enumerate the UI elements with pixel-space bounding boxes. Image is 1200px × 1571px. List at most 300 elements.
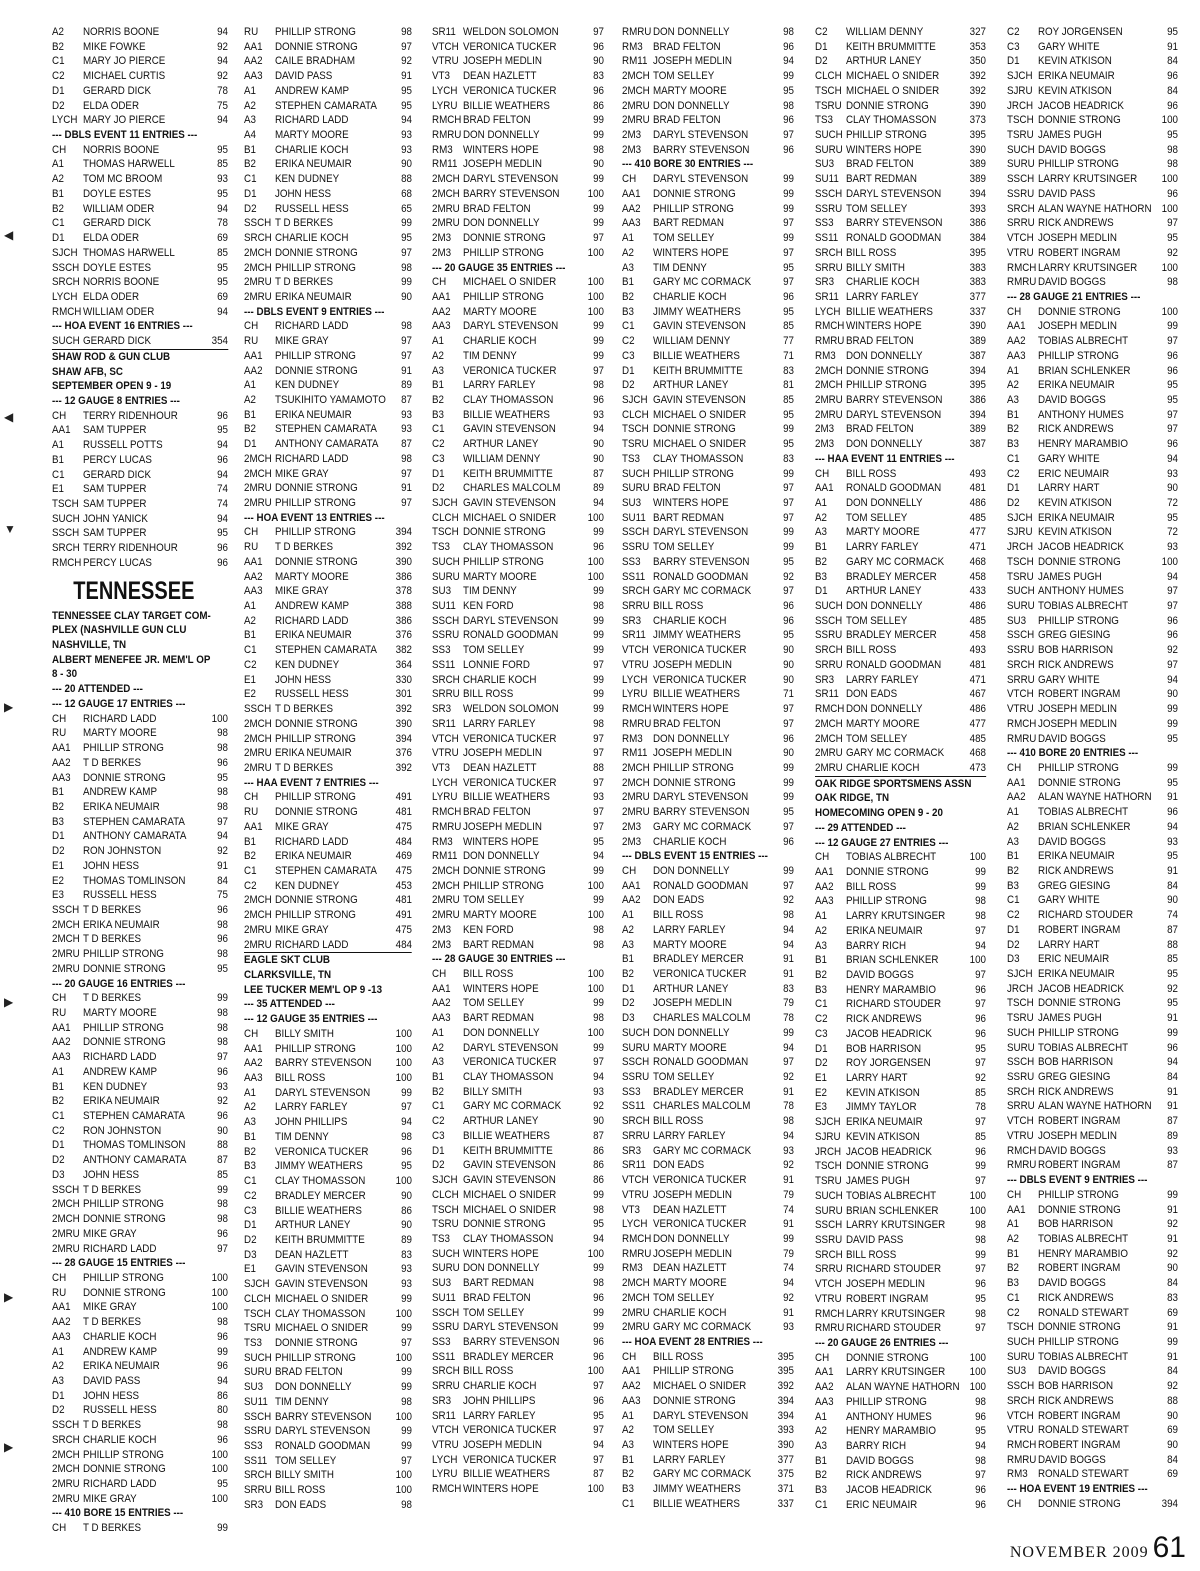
score: 93	[593, 791, 604, 804]
class-code: AA2	[622, 894, 641, 907]
class-code: D2	[432, 1159, 445, 1172]
score: 72	[1167, 526, 1178, 539]
result-row	[1007, 1070, 1178, 1085]
result-row	[432, 1232, 604, 1247]
shooter-name: CHARLIE KOCH	[652, 290, 727, 303]
score: 386	[395, 570, 412, 583]
class-code: AA1	[244, 820, 263, 833]
shooter-name: RICHARD STOUDER	[845, 998, 942, 1011]
class-code: SRCH	[244, 232, 272, 245]
class-code: 2MRU	[52, 962, 80, 975]
result-row	[432, 1320, 604, 1335]
score: 93	[401, 143, 412, 156]
score: 389	[969, 335, 986, 348]
class-code: SRCH	[815, 644, 843, 657]
score: 98	[217, 742, 228, 755]
score: 94	[1167, 820, 1178, 833]
result-row	[244, 1410, 412, 1425]
score: 97	[401, 1336, 412, 1349]
class-code: B1	[815, 954, 827, 967]
class-code: SUCH	[1007, 1026, 1035, 1039]
shooter-name: MICHAEL O SNIDER	[845, 70, 940, 83]
score: 97	[593, 732, 604, 745]
class-code: CH	[52, 1522, 67, 1535]
shooter-name: DAVID BOGGS	[845, 1454, 914, 1467]
class-code: CH	[815, 851, 830, 864]
class-code: AA3	[244, 1072, 263, 1085]
shooter-name: KEN DUDNEY	[82, 1080, 148, 1093]
score: 91	[783, 1218, 794, 1231]
shooter-name: SAM TUPPER	[82, 483, 147, 496]
result-row	[1007, 54, 1178, 69]
score: 94	[593, 850, 604, 863]
shooter-name: RICHARD LADD	[274, 452, 349, 465]
class-code: A3	[52, 1374, 64, 1387]
class-code: AA3	[244, 585, 263, 598]
score: 97	[975, 998, 986, 1011]
result-row	[622, 1261, 794, 1276]
score: 394	[777, 1394, 794, 1407]
class-code: LYRU	[622, 688, 648, 701]
result-row	[622, 128, 794, 143]
result-row	[815, 746, 986, 761]
result-row	[52, 512, 228, 527]
shooter-name: DON DONNELLY	[652, 1232, 730, 1245]
shooter-name: ARTHUR LANEY	[274, 1219, 351, 1232]
class-code: C3	[1007, 40, 1020, 53]
shooter-name: CHARLIE KOCH	[652, 835, 727, 848]
section-heading: --- 20 GAUGE 16 ENTRIES ---	[52, 977, 186, 990]
result-row	[432, 643, 604, 658]
score: 89	[1167, 1129, 1178, 1142]
result-row	[815, 953, 986, 968]
class-code: JRCH	[1007, 99, 1034, 112]
score: 89	[401, 1233, 412, 1246]
shooter-name: DON DONNELLY	[845, 703, 923, 716]
score: 90	[593, 55, 604, 68]
shooter-name: ROBERT INGRAM	[1037, 1439, 1121, 1451]
shooter-name: ERIKA NEUMAIR	[82, 1360, 160, 1373]
shooter-name: BRAD FELTON	[652, 114, 721, 127]
shooter-name: MICHAEL O SNIDER	[652, 1380, 747, 1393]
result-row	[815, 1380, 986, 1395]
shooter-name: T D BERKES	[274, 703, 334, 716]
result-row	[244, 1086, 412, 1101]
class-code: LYRU	[432, 99, 458, 112]
result-row	[1007, 113, 1178, 128]
result-row	[52, 844, 228, 859]
shooter-name: PHILLIP STRONG	[274, 349, 356, 362]
score: 69	[217, 290, 228, 303]
class-code: 2MRU	[622, 114, 650, 127]
class-code: SSCH	[1007, 1380, 1035, 1393]
score: 90	[1167, 688, 1178, 701]
class-code: AA3	[432, 1012, 451, 1025]
class-code: E3	[815, 1101, 827, 1114]
class-code: AA3	[52, 771, 71, 784]
shooter-name: KEITH BRUMMITTE	[652, 364, 743, 377]
result-row	[1007, 319, 1178, 334]
shooter-name: JOSEPH MEDLIN	[462, 820, 542, 833]
result-row	[52, 275, 228, 290]
shooter-name: LARRY KRUTSINGER	[845, 1219, 946, 1232]
class-code: SJCH	[1007, 70, 1033, 83]
shooter-name: MARTY MOORE	[652, 1277, 727, 1290]
shooter-name: BILL ROSS	[652, 909, 704, 922]
score: 91	[1167, 1203, 1178, 1216]
shooter-name: DONNIE STRONG	[462, 526, 546, 539]
shooter-name: ALAN WAYNE HATHORN	[1037, 791, 1152, 804]
score: 75	[217, 889, 228, 902]
result-row	[52, 1050, 228, 1065]
section-heading: NASHVILLE, TN	[52, 639, 127, 652]
shooter-name: BILL ROSS	[845, 1248, 897, 1261]
result-row	[1007, 261, 1178, 276]
result-row	[1007, 717, 1178, 732]
shooter-name: BILLIE WEATHERS	[652, 688, 740, 701]
class-code: RMCH	[1007, 1144, 1037, 1157]
score: 69	[1167, 1424, 1178, 1437]
result-row	[244, 687, 412, 702]
class-code: A2	[244, 614, 256, 627]
shooter-name: TOBIAS ALBRECHT	[1037, 600, 1129, 613]
result-row	[1007, 1423, 1178, 1438]
score: 93	[1167, 541, 1178, 554]
class-code: 2MRU	[52, 1227, 80, 1240]
score: 95	[975, 1425, 986, 1438]
shooter-name: LARRY KRUTSINGER	[845, 910, 946, 923]
score: 87	[217, 1154, 228, 1167]
class-code: RMCH	[432, 114, 462, 127]
shooter-name: CAILE BRADHAM	[274, 55, 355, 68]
score: 99	[783, 173, 794, 186]
class-code: SSRU	[815, 1233, 843, 1246]
result-row	[52, 468, 228, 483]
score: 93	[217, 1080, 228, 1093]
class-code: 2MCH	[244, 894, 272, 907]
result-row	[244, 673, 412, 688]
score: 100	[587, 305, 604, 318]
score: 95	[1167, 850, 1178, 863]
result-row	[244, 408, 412, 423]
class-code: D1	[244, 438, 257, 451]
score: 98	[217, 1021, 228, 1034]
class-code: 2MRU	[244, 761, 272, 774]
class-code: RU	[52, 1286, 67, 1299]
result-row	[244, 25, 412, 40]
score: 97	[593, 26, 604, 38]
shooter-name: PHILLIP STRONG	[652, 202, 734, 215]
score: 377	[777, 1453, 794, 1466]
score: 94	[217, 114, 228, 127]
class-code: SU3	[244, 1381, 264, 1394]
result-row	[815, 290, 986, 305]
shooter-name: ROBERT INGRAM	[1037, 688, 1121, 701]
shooter-name: ERIKA NEUMAIR	[274, 747, 352, 760]
result-row	[244, 452, 412, 467]
result-row	[815, 599, 986, 614]
shooter-name: JOSEPH MEDLIN	[652, 997, 732, 1010]
shooter-name: ERIKA NEUMAIR	[82, 1095, 160, 1108]
result-row	[432, 1482, 604, 1497]
result-row	[1007, 25, 1178, 40]
result-row	[1007, 1011, 1178, 1026]
results-column	[1007, 25, 1178, 1512]
section-heading: --- 20 GAUGE 35 ENTRIES ---	[432, 261, 566, 274]
result-row	[622, 1320, 794, 1335]
result-row	[622, 702, 794, 717]
result-row	[432, 658, 604, 673]
result-row	[815, 99, 986, 114]
class-code: A2	[622, 923, 634, 936]
result-row	[815, 1292, 986, 1307]
shooter-name: GARY MC CORMACK	[652, 1468, 752, 1481]
score: 87	[593, 1468, 604, 1481]
shooter-name: MARTY MOORE	[462, 909, 537, 922]
class-code: A1	[52, 158, 64, 171]
score: 85	[1167, 953, 1178, 966]
shooter-name: WILLIAM DENNY	[845, 26, 924, 38]
class-code: C1	[52, 468, 65, 481]
shooter-name: PHILLIP STRONG	[274, 791, 356, 804]
class-code: SJRU	[1007, 526, 1033, 539]
result-row	[1007, 864, 1178, 879]
result-row	[622, 1129, 794, 1144]
result-row	[432, 128, 604, 143]
class-code: B2	[52, 1095, 64, 1108]
shooter-name: ERIKA NEUMAIR	[845, 1116, 923, 1129]
class-code: SRCH	[815, 246, 843, 259]
result-row	[52, 1418, 228, 1433]
score: 74	[217, 483, 228, 496]
result-row	[244, 908, 412, 923]
result-row	[1007, 422, 1178, 437]
score: 98	[217, 1213, 228, 1226]
score: 99	[593, 349, 604, 362]
shooter-name: PHILLIP STRONG	[274, 1351, 356, 1364]
class-code: SSRU	[244, 1425, 272, 1438]
score: 384	[969, 232, 986, 245]
score: 92	[593, 1100, 604, 1113]
shooter-name: WINTERS HOPE	[652, 497, 729, 509]
class-code: SUCH	[244, 1351, 272, 1364]
score: 83	[401, 1248, 412, 1261]
result-row	[52, 1242, 228, 1257]
shooter-name: KEN DUDNEY	[274, 173, 340, 186]
shooter-name: BILLY SMITH	[274, 1469, 334, 1482]
class-code: C2	[622, 335, 635, 348]
result-row	[622, 1276, 794, 1291]
shooter-name: CLAY THOMASSON	[462, 541, 554, 554]
shooter-name: JOSEPH MEDLIN	[1037, 703, 1117, 716]
result-row	[432, 1364, 604, 1379]
result-row	[432, 1099, 604, 1114]
class-code: SU3	[432, 585, 452, 598]
score: 394	[777, 1409, 794, 1422]
shooter-name: THOMAS TOMLINSON	[82, 874, 186, 887]
result-row	[815, 1145, 986, 1160]
score: 95	[783, 629, 794, 642]
class-code: AA2	[622, 202, 641, 215]
shooter-name: ANDREW KAMP	[274, 84, 349, 97]
shooter-name: ANDREW KAMP	[82, 1065, 157, 1078]
score: 100	[587, 511, 604, 524]
result-row	[622, 599, 794, 614]
class-code: RU	[52, 1007, 67, 1019]
shooter-name: WILLIAM DENNY	[462, 452, 541, 465]
class-code: LYCH	[622, 673, 648, 686]
score: 95	[217, 261, 228, 274]
class-code: D1	[622, 364, 635, 377]
class-code: VTCH	[1007, 1115, 1034, 1128]
shooter-name: ALAN WAYNE HATHORN	[845, 1381, 960, 1394]
class-code: A3	[244, 1116, 256, 1129]
score: 100	[395, 1072, 412, 1085]
shooter-name: STEPHEN CAMARATA	[274, 864, 377, 877]
shooter-name: KEVIN ATKISON	[1037, 497, 1112, 509]
result-row	[1007, 820, 1178, 835]
class-code: 2MCH	[244, 261, 272, 274]
score: 387	[969, 349, 986, 362]
result-row	[622, 658, 794, 673]
score: 93	[783, 1321, 794, 1334]
class-code: AA3	[1007, 349, 1026, 362]
class-code: D1	[815, 40, 828, 53]
class-code: D1	[622, 982, 635, 995]
shooter-name: JACOB HEADRICK	[845, 1145, 932, 1158]
score: 91	[783, 1174, 794, 1187]
score: 99	[593, 864, 604, 877]
result-row	[432, 732, 604, 747]
shooter-name: HENRY MARAMBIO	[845, 983, 936, 996]
class-code: B2	[244, 423, 256, 436]
score: 95	[1167, 997, 1178, 1010]
score: 78	[217, 217, 228, 230]
class-code: 2MRU	[52, 1492, 80, 1505]
result-row	[622, 1364, 794, 1379]
score: 458	[969, 570, 986, 583]
result-row	[432, 231, 604, 246]
shooter-name: PHILLIP STRONG	[1037, 1026, 1119, 1039]
score: 100	[587, 909, 604, 922]
shooter-name: DARYL STEVENSON	[845, 408, 942, 421]
class-code: D2	[52, 1154, 65, 1167]
shooter-name: DON DONNELLY	[845, 600, 923, 613]
result-row	[1007, 84, 1178, 99]
class-code: A1	[1007, 806, 1019, 819]
score: 97	[975, 1116, 986, 1129]
class-code: CH	[52, 712, 67, 725]
score: 99	[217, 992, 228, 1005]
score: 97	[783, 497, 794, 509]
result-row	[52, 1300, 228, 1315]
score: 99	[783, 467, 794, 480]
result-row	[815, 1307, 986, 1322]
score: 98	[401, 26, 412, 38]
result-row	[52, 947, 228, 962]
shooter-name: JAMES PUGH	[1037, 129, 1102, 142]
class-code: CH	[432, 276, 447, 289]
score: 99	[401, 1425, 412, 1438]
class-code: AA1	[1007, 320, 1026, 333]
class-code: AA1	[52, 1021, 71, 1034]
score: 98	[593, 717, 604, 730]
shooter-name: JACOB HEADRICK	[1037, 982, 1124, 995]
score: 96	[217, 1065, 228, 1078]
shooter-name: JOHN PHILLIPS	[462, 1394, 536, 1407]
result-row	[432, 893, 604, 908]
result-row	[432, 687, 604, 702]
shooter-name: ERIKA NEUMAIR	[1037, 379, 1115, 392]
score: 97	[593, 658, 604, 671]
class-code: VTRU	[622, 658, 649, 671]
result-row	[1007, 1438, 1178, 1453]
shooter-name: DONNIE STRONG	[652, 776, 736, 789]
score: 97	[593, 1380, 604, 1393]
result-row	[52, 1448, 228, 1463]
class-code: VTRU	[1007, 1424, 1034, 1437]
class-code: RMRU	[1007, 1159, 1037, 1172]
class-code: C2	[432, 1115, 445, 1128]
shooter-name: BARRY STEVENSON	[652, 555, 750, 568]
shooter-name: ARTHUR LANEY	[462, 438, 539, 451]
score: 97	[783, 820, 794, 833]
class-code: B1	[622, 953, 634, 966]
result-row	[432, 996, 604, 1011]
shooter-name: RONALD GOODMAN	[845, 482, 942, 495]
shooter-name: ANTHONY HUMES	[845, 1410, 932, 1423]
result-row	[622, 69, 794, 84]
score: 96	[217, 409, 228, 422]
score: 69	[1167, 1468, 1178, 1481]
result-row	[432, 1158, 604, 1173]
result-row	[815, 128, 986, 143]
score: 96	[217, 556, 228, 569]
score: 99	[401, 1322, 412, 1335]
shooter-name: CHARLES MALCOLM	[462, 482, 561, 495]
class-code: TSRU	[244, 1322, 271, 1335]
shooter-name: TOM SELLEY	[462, 1306, 525, 1319]
class-code: 2MCH	[244, 467, 272, 480]
shooter-name: LARRY HART	[1037, 938, 1100, 951]
shooter-name: DEAN HAZLETT	[274, 1248, 349, 1261]
score: 92	[1167, 1218, 1178, 1231]
shooter-name: STEPHEN CAMARATA	[274, 644, 377, 657]
class-code: 2M3	[622, 820, 642, 833]
result-row	[622, 1085, 794, 1100]
score: 97	[401, 246, 412, 259]
score: 99	[1167, 1188, 1178, 1201]
result-row	[622, 305, 794, 320]
class-code: RM11	[432, 158, 458, 171]
shooter-name: PHILLIP STRONG	[845, 1395, 927, 1408]
score: 386	[395, 614, 412, 627]
score: 100	[587, 570, 604, 583]
score: 92	[217, 70, 228, 83]
shooter-name: BILLIE WEATHERS	[462, 791, 550, 804]
score: 74	[783, 1203, 794, 1216]
result-row	[244, 1498, 412, 1513]
class-code: SUCH	[432, 555, 460, 568]
result-row	[244, 879, 412, 894]
score: 83	[1167, 1291, 1178, 1304]
class-code: E1	[815, 1072, 827, 1085]
score: 97	[1167, 408, 1178, 421]
class-code: RM3	[622, 1262, 643, 1275]
class-code: JRCH	[1007, 982, 1034, 995]
shooter-name: RICK ANDREWS	[1037, 658, 1114, 671]
class-code: TS3	[432, 1232, 450, 1245]
